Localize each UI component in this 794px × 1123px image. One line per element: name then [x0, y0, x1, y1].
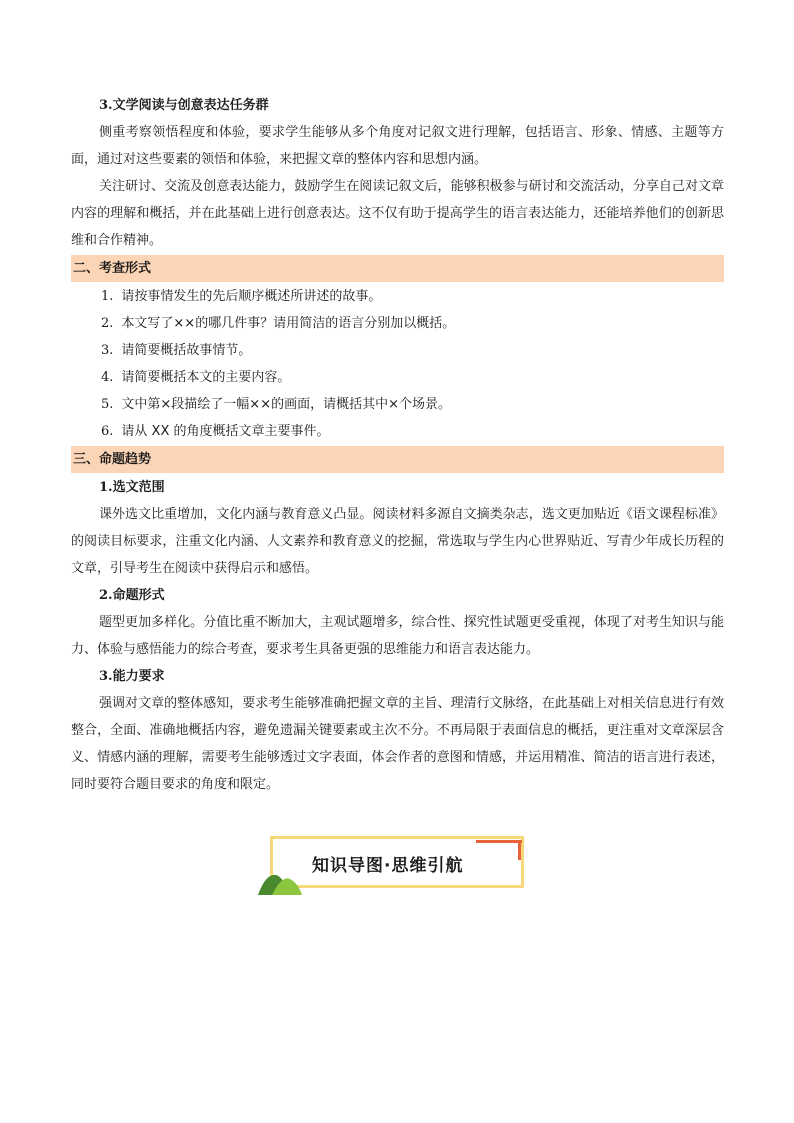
list-number: 4. — [101, 370, 114, 385]
banner-title: 知识导图·思维引航 — [312, 856, 464, 876]
paragraph: 侧重考察领悟程度和体验，要求学生能够从多个角度对记叙文进行理解，包括语言、形象、情感、主题等方面，通过对这些要素的领悟和体验，来把握文章的整体内容和思想内涵。 — [71, 125, 724, 167]
list-item — [71, 418, 724, 445]
list-text: 请简要概括本文的主要内容。 — [121, 370, 291, 385]
paragraph: 强调对文章的整体感知，要求考生能够准确把握文章的主旨、理清行文脉络，在此基础上对相关信息进行有效整合，全面、准确地概括内容，避免遗漏关键要素或主次不分。不再局限于表面信息的概括，更注重对文章深层含义、情感内涵的理解，需要考生能够透过文字表面，体会作者的意图和情感，并运用精准、简洁的语言进行表述，同时要符合题目要求的角度和限定。 — [71, 696, 724, 792]
trend-heading: 1.选文范围 — [99, 480, 165, 495]
list-number: 3. — [101, 343, 114, 358]
list-text: 请按事情发生的先后顺序概述所讲述的故事。 — [121, 289, 382, 304]
list-number: 5. — [101, 397, 114, 412]
banner-accent-line — [476, 840, 522, 843]
list-text: 本文写了××的哪几件事？请用简洁的语言分别加以概括。 — [121, 316, 456, 331]
trend-heading: 3.能力要求 — [99, 669, 165, 684]
list-item — [71, 337, 724, 364]
trend-heading: 2.命题形式 — [99, 588, 165, 603]
list-item — [71, 310, 724, 337]
document-body — [71, 92, 724, 798]
list-number: 2. — [101, 316, 114, 331]
task-group-heading: 3.文学阅读与创意表达任务群 — [99, 98, 269, 113]
mind-map-banner — [258, 833, 530, 895]
list-text: 文中第×段描绘了一幅××的画面，请概括其中×个场景。 — [121, 397, 451, 412]
section-title-trends: 三、命题趋势 — [71, 446, 724, 473]
paragraph: 关注研讨、交流及创意表达能力，鼓励学生在阅读记叙文后，能够积极参与研讨和交流活动，分享自己对文章内容的理解和概括，并在此基础上进行创意表达。这不仅有助于提高学生的语言表达能力，还能培养他们的创新思维和合作精神。 — [71, 179, 724, 248]
list-text: 请从 XX 的角度概括文章主要事件。 — [121, 424, 330, 439]
paragraph: 课外选文比重增加，文化内涵与教育意义凸显。阅读材料多源自文摘类杂志，选文更加贴近《语文课程标准》的阅读目标要求，注重文化内涵、人文素养和教育意义的挖掘，常选取与学生内心世界贴近、写青少年成长历程的文章，引导考生在阅读中获得启示和感悟。 — [71, 507, 724, 576]
section-title-forms: 二、考查形式 — [71, 255, 724, 282]
banner-accent-line — [518, 840, 521, 860]
hills-icon — [258, 865, 304, 895]
list-text: 请简要概括故事情节。 — [121, 343, 252, 358]
list-item — [71, 364, 724, 391]
paragraph: 题型更加多样化。分值比重不断加大，主观试题增多，综合性、探究性试题更受重视，体现了对考生知识与能力、体验与感悟能力的综合考查，要求考生具备更强的思维能力和语言表达能力。 — [71, 615, 724, 657]
list-number: 6. — [101, 424, 114, 439]
list-item — [71, 391, 724, 418]
list-number: 1. — [101, 289, 114, 304]
list-item — [71, 283, 724, 310]
